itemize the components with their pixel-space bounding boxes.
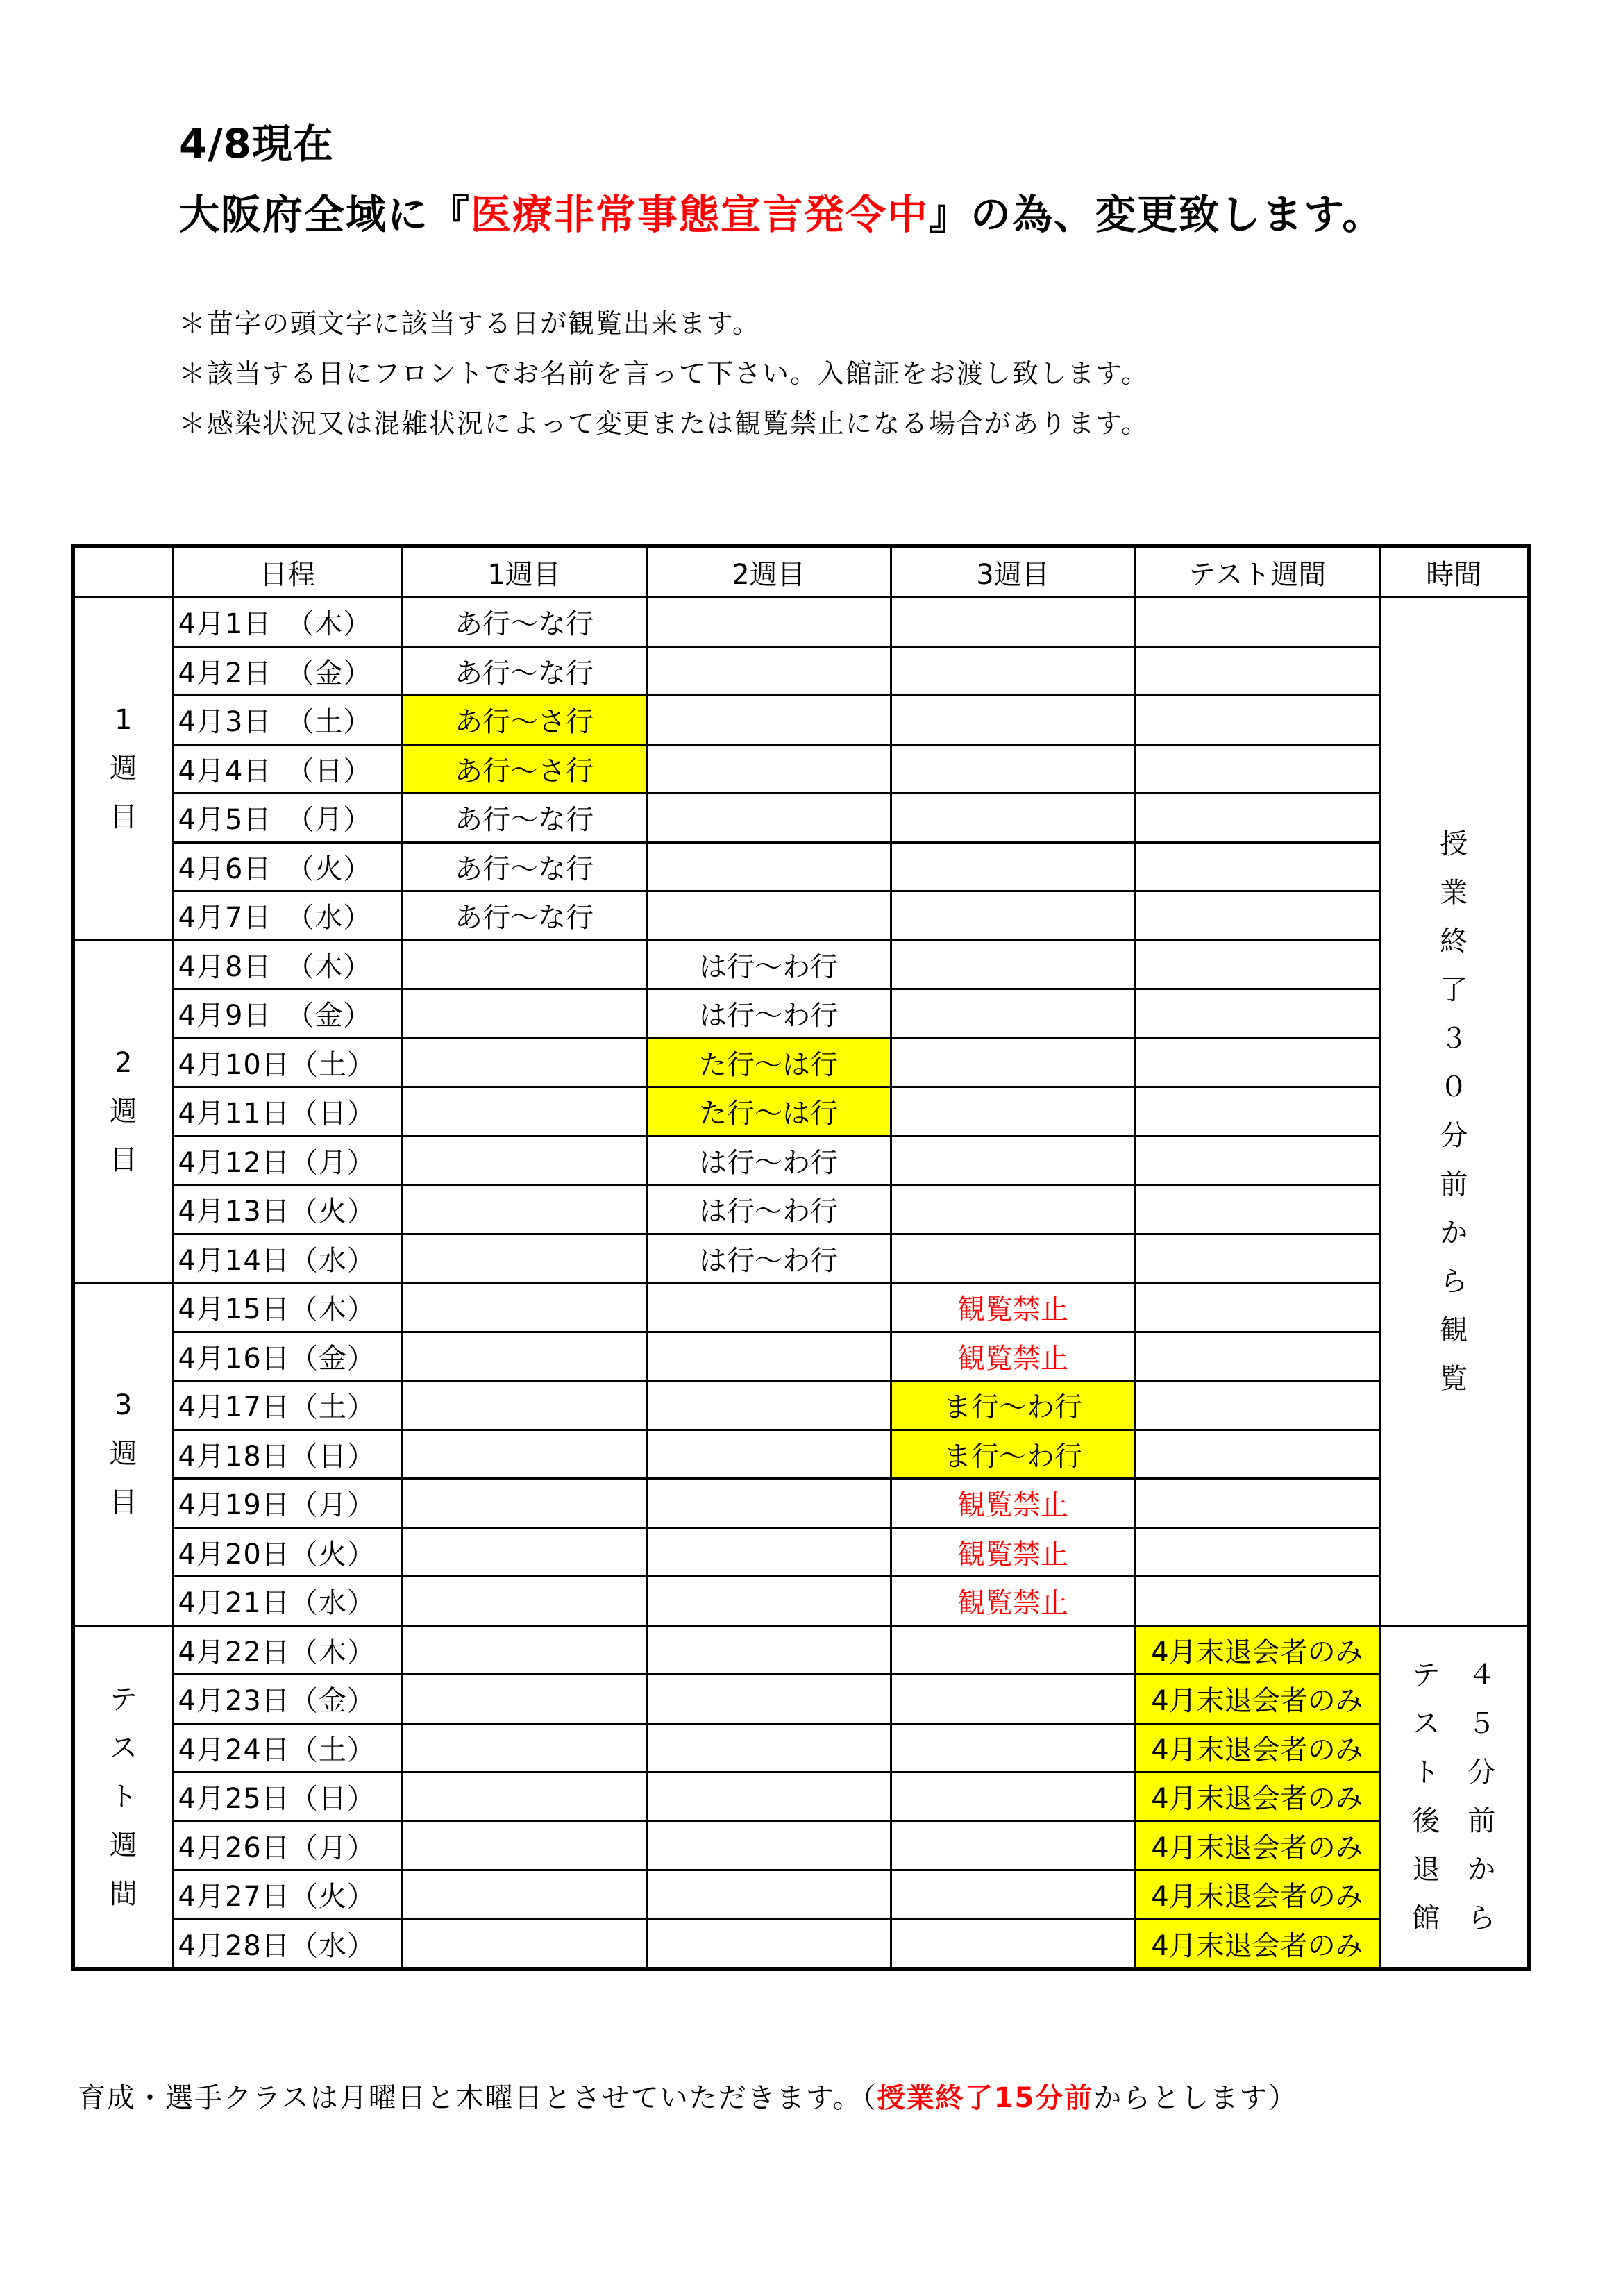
- slot-cell: 4月末退会者のみ: [1135, 1723, 1379, 1773]
- slot-cell: [646, 1919, 891, 1969]
- week-label: [73, 940, 173, 1283]
- slot-cell: [891, 1919, 1135, 1969]
- slot-cell: あ行～な行: [402, 794, 646, 843]
- slot-cell: [1135, 1381, 1379, 1430]
- time-char: 業: [1440, 876, 1468, 909]
- slot-cell: [402, 1136, 646, 1185]
- slot-cell: [646, 842, 891, 891]
- slot-cell: [1135, 1136, 1379, 1185]
- slot-cell: [891, 696, 1135, 745]
- slot-cell: [1135, 1038, 1379, 1087]
- date-cell: 4月27日（火）: [173, 1870, 402, 1920]
- table-row: [73, 1381, 1529, 1430]
- slot-cell: [891, 989, 1135, 1039]
- slot-cell: [891, 1625, 1135, 1675]
- header-cell-week1: 1週目: [402, 546, 646, 598]
- slot-cell: [402, 1577, 646, 1626]
- table-row: [73, 1283, 1529, 1332]
- slot-cell: [1135, 989, 1379, 1039]
- week-label: [73, 1625, 173, 1969]
- title-emergency: 医療非常事態宣言発令中: [471, 191, 930, 238]
- slot-cell: [891, 1185, 1135, 1234]
- date-cell: 4月23日（金）: [173, 1675, 402, 1724]
- week-label-char: ス: [109, 1732, 137, 1764]
- notice-title: [179, 182, 1384, 240]
- notice-date: 4/8現在: [179, 120, 334, 167]
- time-char: 観: [1440, 1314, 1468, 1346]
- time-char: か: [1440, 1216, 1468, 1249]
- table-row: [73, 744, 1529, 794]
- week-label-char: 週: [109, 1095, 137, 1128]
- table-row: [73, 1723, 1529, 1773]
- time-char: 終: [1440, 925, 1468, 957]
- slot-cell: 4月末退会者のみ: [1135, 1773, 1379, 1822]
- slot-cell: [646, 794, 891, 843]
- date-cell: 4月28日（水）: [173, 1919, 402, 1969]
- slot-cell: [891, 646, 1135, 696]
- slot-cell: [402, 1773, 646, 1822]
- time-char: 了: [1440, 973, 1468, 1006]
- time-char: ５: [1468, 1707, 1496, 1740]
- slot-cell: 観覧禁止: [891, 1577, 1135, 1626]
- slot-cell: 4月末退会者のみ: [1135, 1675, 1379, 1724]
- slot-cell: [402, 1527, 646, 1577]
- table-row: [73, 1332, 1529, 1381]
- slot-cell: 4月末退会者のみ: [1135, 1870, 1379, 1920]
- slot-cell: [646, 1283, 891, 1332]
- table-row: [73, 1527, 1529, 1577]
- slot-cell: [402, 1675, 646, 1724]
- week-label: [73, 598, 173, 941]
- time-char: 前: [1440, 1168, 1468, 1200]
- time-char: ら: [1440, 1265, 1468, 1298]
- slot-cell: あ行～な行: [402, 842, 646, 891]
- date-cell: 4月15日（木）: [173, 1283, 402, 1332]
- table-row: [73, 1919, 1529, 1969]
- table-row: [73, 989, 1529, 1039]
- date-cell: 4月12日（月）: [173, 1136, 402, 1185]
- slot-cell: [646, 1870, 891, 1920]
- time-char: か: [1468, 1853, 1496, 1886]
- table-row: [73, 1087, 1529, 1137]
- note-item: ＊感染状況又は混雑状況によって変更または観覧禁止になる場合があります。: [179, 408, 1149, 439]
- time-char: ０: [1440, 1071, 1468, 1103]
- slot-cell: [891, 1870, 1135, 1920]
- header-cell-test-week: テスト週間: [1135, 546, 1379, 598]
- slot-cell: 4月末退会者のみ: [1135, 1625, 1379, 1675]
- slot-cell: [1135, 891, 1379, 941]
- slot-cell: 観覧禁止: [891, 1283, 1135, 1332]
- slot-cell: [402, 1479, 646, 1528]
- week-label-char: 間: [109, 1877, 137, 1910]
- slot-cell: [402, 1381, 646, 1430]
- date-cell: 4月20日（火）: [173, 1527, 402, 1577]
- table-row: [73, 1577, 1529, 1626]
- footer-prefix: 育成・選手クラスは月曜日と木曜日とさせていただきます。（: [78, 2082, 877, 2114]
- time-char: テ: [1412, 1659, 1440, 1691]
- week-label-char: 週: [109, 753, 137, 785]
- slot-cell: [646, 1527, 891, 1577]
- slot-cell: [891, 1675, 1135, 1724]
- header-cell-blank: [73, 546, 173, 598]
- slot-cell: 観覧禁止: [891, 1479, 1135, 1528]
- slot-cell: [891, 744, 1135, 794]
- slot-cell: [402, 1625, 646, 1675]
- time-note-main: [1379, 598, 1529, 1626]
- slot-cell: [891, 1723, 1135, 1773]
- slot-cell: [1135, 1087, 1379, 1137]
- slot-cell: [1135, 646, 1379, 696]
- week-label-char: 目: [109, 1486, 137, 1519]
- slot-cell: [402, 1821, 646, 1870]
- time-char: ト: [1412, 1756, 1440, 1788]
- slot-cell: [646, 696, 891, 745]
- slot-cell: [891, 940, 1135, 989]
- slot-cell: [402, 1870, 646, 1920]
- slot-cell: [402, 1919, 646, 1969]
- slot-cell: [1135, 1527, 1379, 1577]
- time-char: 退: [1412, 1853, 1440, 1886]
- date-cell: 4月25日（日）: [173, 1773, 402, 1822]
- week-label-char: 目: [109, 801, 137, 834]
- slot-cell: [1135, 940, 1379, 989]
- slot-cell: [891, 1821, 1135, 1870]
- date-cell: 4月24日（土）: [173, 1723, 402, 1773]
- week-label-char: 3: [115, 1389, 133, 1422]
- slot-cell: [1135, 1479, 1379, 1528]
- week-label-char: 2: [115, 1046, 133, 1079]
- slot-cell: [646, 1332, 891, 1381]
- slot-cell: [646, 1381, 891, 1430]
- slot-cell: [891, 1087, 1135, 1137]
- slot-cell: 観覧禁止: [891, 1527, 1135, 1577]
- slot-cell: [1135, 1577, 1379, 1626]
- week-label: [73, 1283, 173, 1626]
- title-prefix: 大阪府全域に『: [179, 191, 471, 238]
- table-row: [73, 1675, 1529, 1724]
- time-char: 前: [1468, 1804, 1496, 1837]
- notes-list: [179, 299, 1149, 449]
- slot-cell: [646, 1675, 891, 1724]
- time-char: ３: [1440, 1022, 1468, 1055]
- slot-cell: [1135, 1185, 1379, 1234]
- date-cell: 4月13日（火）: [173, 1185, 402, 1234]
- slot-cell: [891, 1038, 1135, 1087]
- date-cell: 4月26日（月）: [173, 1821, 402, 1870]
- slot-cell: [646, 646, 891, 696]
- slot-cell: [646, 1723, 891, 1773]
- slot-cell: [646, 1430, 891, 1479]
- header-cell-time: 時間: [1379, 546, 1529, 598]
- note-item: ＊該当する日にフロントでお名前を言って下さい。入館証をお渡し致します。: [179, 358, 1149, 389]
- slot-cell: た行～は行: [646, 1038, 891, 1087]
- time-column: [1412, 1651, 1440, 1943]
- schedule-body: [73, 598, 1529, 1970]
- title-suffix: 』の為、変更致します。: [929, 191, 1384, 238]
- date-cell: 4月8日 （木）: [173, 940, 402, 989]
- slot-cell: 4月末退会者のみ: [1135, 1821, 1379, 1870]
- footer-note: [78, 2076, 1297, 2115]
- week-label-char: 週: [109, 1829, 137, 1861]
- table-row: [73, 794, 1529, 843]
- slot-cell: [891, 1136, 1135, 1185]
- time-char: 分: [1440, 1119, 1468, 1152]
- date-cell: 4月19日（月）: [173, 1479, 402, 1528]
- note-item: ＊苗字の頭文字に該当する日が観覧出来ます。: [179, 308, 760, 339]
- schedule-table: [71, 544, 1531, 1971]
- slot-cell: [891, 1773, 1135, 1822]
- table-row: [73, 1773, 1529, 1822]
- time-char: 覧: [1440, 1362, 1468, 1395]
- slot-cell: [402, 1087, 646, 1137]
- time-char: 後: [1412, 1804, 1440, 1837]
- table-row: [73, 696, 1529, 745]
- table-row: [73, 940, 1529, 989]
- slot-cell: [646, 891, 891, 941]
- date-cell: 4月11日（日）: [173, 1087, 402, 1137]
- time-char: 館: [1412, 1902, 1440, 1934]
- slot-cell: は行～わ行: [646, 1136, 891, 1185]
- slot-cell: [402, 1723, 646, 1773]
- week-label-char: 目: [109, 1143, 137, 1176]
- slot-cell: ま行～わ行: [891, 1430, 1135, 1479]
- time-char: ス: [1412, 1707, 1440, 1740]
- table-row: [73, 598, 1529, 647]
- week-label-char: 1: [115, 704, 133, 737]
- date-cell: 4月14日（水）: [173, 1234, 402, 1283]
- slot-cell: [891, 598, 1135, 647]
- table-row: [73, 646, 1529, 696]
- slot-cell: [402, 989, 646, 1039]
- slot-cell: [402, 1185, 646, 1234]
- date-cell: 4月1日 （木）: [173, 598, 402, 647]
- time-char: 授: [1440, 828, 1468, 860]
- slot-cell: [646, 1821, 891, 1870]
- slot-cell: [646, 1479, 891, 1528]
- date-cell: 4月16日（金）: [173, 1332, 402, 1381]
- slot-cell: [1135, 842, 1379, 891]
- date-cell: 4月10日（土）: [173, 1038, 402, 1087]
- header-cell-schedule: 日程: [173, 546, 402, 598]
- slot-cell: は行～わ行: [646, 940, 891, 989]
- slot-cell: [1135, 696, 1379, 745]
- slot-cell: [1135, 598, 1379, 647]
- time-char: ４: [1468, 1659, 1496, 1691]
- table-row: [73, 1038, 1529, 1087]
- slot-cell: [646, 1773, 891, 1822]
- slot-cell: [646, 1625, 891, 1675]
- week-label-char: テ: [109, 1683, 137, 1716]
- slot-cell: [1135, 1234, 1379, 1283]
- header-cell-week2: 2週目: [646, 546, 891, 598]
- footer-suffix: からとします）: [1093, 2082, 1298, 2114]
- slot-cell: [1135, 1283, 1379, 1332]
- slot-cell: [402, 1038, 646, 1087]
- slot-cell: [1135, 744, 1379, 794]
- slot-cell: 4月末退会者のみ: [1135, 1919, 1379, 1969]
- slot-cell: [646, 744, 891, 794]
- table-row: [73, 891, 1529, 941]
- slot-cell: あ行～さ行: [402, 696, 646, 745]
- table-row: [73, 842, 1529, 891]
- slot-cell: [402, 1234, 646, 1283]
- slot-cell: は行～わ行: [646, 1234, 891, 1283]
- time-column: [1468, 1651, 1495, 1943]
- date-cell: 4月17日（土）: [173, 1381, 402, 1430]
- date-cell: 4月21日（水）: [173, 1577, 402, 1626]
- slot-cell: あ行～な行: [402, 598, 646, 647]
- slot-cell: [402, 1283, 646, 1332]
- date-cell: 4月2日 （金）: [173, 646, 402, 696]
- slot-cell: [1135, 794, 1379, 843]
- table-row: [73, 1870, 1529, 1920]
- date-cell: 4月6日 （火）: [173, 842, 402, 891]
- slot-cell: [402, 940, 646, 989]
- table-row: [73, 1625, 1529, 1675]
- slot-cell: ま行～わ行: [891, 1381, 1135, 1430]
- slot-cell: [1135, 1430, 1379, 1479]
- slot-cell: [891, 1234, 1135, 1283]
- slot-cell: 観覧禁止: [891, 1332, 1135, 1381]
- slot-cell: [646, 1577, 891, 1626]
- date-cell: 4月18日（日）: [173, 1430, 402, 1479]
- table-header-row: [73, 546, 1529, 598]
- table-row: [73, 1479, 1529, 1528]
- time-note-test: [1379, 1625, 1529, 1969]
- date-cell: 4月7日 （水）: [173, 891, 402, 941]
- slot-cell: は行～わ行: [646, 1185, 891, 1234]
- date-cell: 4月4日 （日）: [173, 744, 402, 794]
- slot-cell: [646, 598, 891, 647]
- table-row: [73, 1234, 1529, 1283]
- footer-highlight: 授業終了15分前: [877, 2082, 1094, 2114]
- date-cell: 4月22日（木）: [173, 1625, 402, 1675]
- week-label-char: ト: [109, 1780, 137, 1813]
- date-cell: 4月5日 （月）: [173, 794, 402, 843]
- slot-cell: [891, 842, 1135, 891]
- week-label-char: 週: [109, 1438, 137, 1470]
- time-char: 分: [1468, 1756, 1496, 1788]
- slot-cell: た行～は行: [646, 1087, 891, 1137]
- header-cell-week3: 3週目: [891, 546, 1135, 598]
- slot-cell: [402, 1430, 646, 1479]
- slot-cell: あ行～な行: [402, 646, 646, 696]
- slot-cell: あ行～さ行: [402, 744, 646, 794]
- slot-cell: [402, 1332, 646, 1381]
- table-row: [73, 1430, 1529, 1479]
- slot-cell: [891, 794, 1135, 843]
- slot-cell: は行～わ行: [646, 989, 891, 1039]
- slot-cell: あ行～な行: [402, 891, 646, 941]
- table-row: [73, 1821, 1529, 1870]
- slot-cell: [891, 891, 1135, 941]
- table-row: [73, 1136, 1529, 1185]
- time-char: ら: [1468, 1902, 1496, 1934]
- table-row: [73, 1185, 1529, 1234]
- slot-cell: [1135, 1332, 1379, 1381]
- date-cell: 4月9日 （金）: [173, 989, 402, 1039]
- date-cell: 4月3日 （土）: [173, 696, 402, 745]
